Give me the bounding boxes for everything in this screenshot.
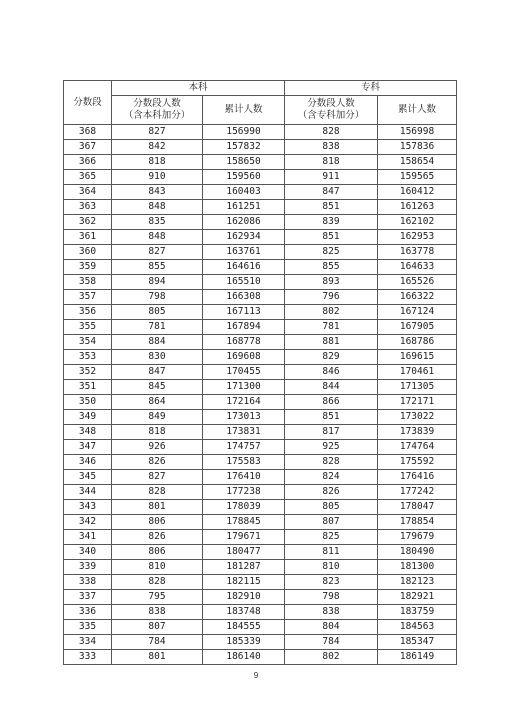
score-cell: 358 — [64, 275, 112, 290]
header-row-groups — [64, 81, 457, 96]
table-row — [64, 425, 457, 440]
vocational-count-cell: 866 — [285, 395, 378, 410]
vocational-cumulative-cell: 168786 — [378, 335, 457, 350]
undergraduate-count-cell: 827 — [112, 245, 203, 260]
undergraduate-cumulative-cell: 166308 — [203, 290, 285, 305]
undergraduate-cumulative-header: 累计人数 — [203, 96, 285, 125]
undergraduate-cumulative-cell: 174757 — [203, 440, 285, 455]
score-cell: 345 — [64, 470, 112, 485]
vocational-count-cell: 847 — [285, 185, 378, 200]
undergraduate-cumulative-cell: 180477 — [203, 545, 285, 560]
score-cell: 335 — [64, 620, 112, 635]
vocational-cumulative-cell: 172171 — [378, 395, 457, 410]
undergraduate-cumulative-cell: 163761 — [203, 245, 285, 260]
undergraduate-count-cell: 884 — [112, 335, 203, 350]
undergraduate-cumulative-cell: 165510 — [203, 275, 285, 290]
undergraduate-cumulative-cell: 182910 — [203, 590, 285, 605]
undergraduate-count-cell: 838 — [112, 605, 203, 620]
table-row — [64, 470, 457, 485]
vocational-cumulative-cell: 184563 — [378, 620, 457, 635]
table-row — [64, 245, 457, 260]
score-cell: 362 — [64, 215, 112, 230]
table-row — [64, 530, 457, 545]
vocational-count-cell: 851 — [285, 230, 378, 245]
vocational-cumulative-cell: 167905 — [378, 320, 457, 335]
vocational-count-cell: 911 — [285, 170, 378, 185]
table-row — [64, 125, 457, 140]
table-row — [64, 650, 457, 665]
undergraduate-count-cell: 828 — [112, 485, 203, 500]
undergraduate-count-cell: 805 — [112, 305, 203, 320]
undergraduate-cumulative-cell: 169608 — [203, 350, 285, 365]
undergraduate-cumulative-cell: 161251 — [203, 200, 285, 215]
vocational-cumulative-cell: 182921 — [378, 590, 457, 605]
score-cell: 341 — [64, 530, 112, 545]
undergraduate-count-cell: 806 — [112, 545, 203, 560]
table-row — [64, 560, 457, 575]
vocational-cumulative-cell: 175592 — [378, 455, 457, 470]
vocational-cumulative-cell: 161263 — [378, 200, 457, 215]
undergraduate-group-header: 本科 — [112, 81, 285, 96]
vocational-cumulative-cell: 183759 — [378, 605, 457, 620]
vocational-cumulative-cell: 164633 — [378, 260, 457, 275]
undergraduate-cumulative-cell: 186140 — [203, 650, 285, 665]
undergraduate-cumulative-cell: 162934 — [203, 230, 285, 245]
table-row — [64, 305, 457, 320]
undergraduate-cumulative-cell: 170455 — [203, 365, 285, 380]
undergraduate-cumulative-cell: 162086 — [203, 215, 285, 230]
undergraduate-cumulative-cell: 167113 — [203, 305, 285, 320]
vocational-cumulative-cell: 177242 — [378, 485, 457, 500]
vocational-cumulative-cell: 166322 — [378, 290, 457, 305]
vocational-cumulative-cell: 170461 — [378, 365, 457, 380]
score-cell: 366 — [64, 155, 112, 170]
table-row — [64, 410, 457, 425]
score-cell: 351 — [64, 380, 112, 395]
vocational-count-cell: 805 — [285, 500, 378, 515]
vocational-cumulative-cell: 174764 — [378, 440, 457, 455]
vocational-count-cell: 810 — [285, 560, 378, 575]
vocational-count-cell: 844 — [285, 380, 378, 395]
undergraduate-count-cell: 798 — [112, 290, 203, 305]
score-cell: 348 — [64, 425, 112, 440]
vocational-count-cell: 838 — [285, 140, 378, 155]
score-cell: 364 — [64, 185, 112, 200]
undergraduate-cumulative-cell: 181287 — [203, 560, 285, 575]
score-cell: 340 — [64, 545, 112, 560]
vocational-count-cell: 804 — [285, 620, 378, 635]
score-cell: 337 — [64, 590, 112, 605]
undergraduate-count-cell: 864 — [112, 395, 203, 410]
vocational-cumulative-cell: 169615 — [378, 350, 457, 365]
table-row — [64, 335, 457, 350]
undergraduate-cumulative-cell: 179671 — [203, 530, 285, 545]
vocational-cumulative-cell: 179679 — [378, 530, 457, 545]
table-row — [64, 485, 457, 500]
undergraduate-count-cell: 848 — [112, 200, 203, 215]
table-row — [64, 635, 457, 650]
undergraduate-cumulative-cell: 157832 — [203, 140, 285, 155]
score-cell: 339 — [64, 560, 112, 575]
undergraduate-count-cell: 842 — [112, 140, 203, 155]
table-row — [64, 200, 457, 215]
vocational-count-cell: 825 — [285, 530, 378, 545]
undergraduate-cumulative-cell: 173013 — [203, 410, 285, 425]
undergraduate-count-header — [112, 96, 203, 125]
vocational-count-cell: 829 — [285, 350, 378, 365]
undergraduate-count-cell: 855 — [112, 260, 203, 275]
score-cell: 367 — [64, 140, 112, 155]
undergraduate-cumulative-cell: 177238 — [203, 485, 285, 500]
undergraduate-cumulative-cell: 175583 — [203, 455, 285, 470]
vocational-cumulative-cell: 186149 — [378, 650, 457, 665]
score-cell: 353 — [64, 350, 112, 365]
undergraduate-count-cell: 801 — [112, 500, 203, 515]
score-cell: 354 — [64, 335, 112, 350]
undergraduate-count-cell: 848 — [112, 230, 203, 245]
table-row — [64, 275, 457, 290]
vocational-count-cell: 851 — [285, 200, 378, 215]
undergraduate-count-cell: 830 — [112, 350, 203, 365]
table-row — [64, 365, 457, 380]
undergraduate-cumulative-cell: 168778 — [203, 335, 285, 350]
undergraduate-cumulative-cell: 159560 — [203, 170, 285, 185]
table-row — [64, 395, 457, 410]
undergraduate-count-cell: 801 — [112, 650, 203, 665]
vocational-cumulative-cell: 158654 — [378, 155, 457, 170]
table-row — [64, 185, 457, 200]
undergraduate-cumulative-cell: 160403 — [203, 185, 285, 200]
vocational-count-cell: 798 — [285, 590, 378, 605]
table-row — [64, 590, 457, 605]
undergraduate-cumulative-cell: 171300 — [203, 380, 285, 395]
undergraduate-count-cell: 806 — [112, 515, 203, 530]
table-row — [64, 380, 457, 395]
undergraduate-count-cell: 828 — [112, 575, 203, 590]
undergraduate-count-cell: 847 — [112, 365, 203, 380]
vocational-count-header — [285, 96, 378, 125]
vocational-count-label: 分数段人数 — [307, 98, 355, 109]
score-cell: 333 — [64, 650, 112, 665]
vocational-count-cell: 838 — [285, 605, 378, 620]
score-cell: 334 — [64, 635, 112, 650]
table-row — [64, 320, 457, 335]
undergraduate-cumulative-cell: 183748 — [203, 605, 285, 620]
table-row — [64, 140, 457, 155]
table-row — [64, 260, 457, 275]
vocational-cumulative-cell: 173839 — [378, 425, 457, 440]
vocational-cumulative-cell: 160412 — [378, 185, 457, 200]
vocational-count-cell: 826 — [285, 485, 378, 500]
vocational-count-cell: 796 — [285, 290, 378, 305]
undergraduate-count-cell: 810 — [112, 560, 203, 575]
vocational-cumulative-cell: 182123 — [378, 575, 457, 590]
table-row — [64, 515, 457, 530]
undergraduate-count-cell: 835 — [112, 215, 203, 230]
undergraduate-count-note: （含本科加分） — [123, 110, 191, 121]
undergraduate-count-cell: 827 — [112, 125, 203, 140]
score-cell: 349 — [64, 410, 112, 425]
vocational-count-cell: 828 — [285, 455, 378, 470]
undergraduate-cumulative-cell: 185339 — [203, 635, 285, 650]
vocational-count-cell: 781 — [285, 320, 378, 335]
score-cell: 336 — [64, 605, 112, 620]
score-cell: 338 — [64, 575, 112, 590]
undergraduate-count-cell: 926 — [112, 440, 203, 455]
header-row-columns — [64, 96, 457, 125]
score-cell: 359 — [64, 260, 112, 275]
undergraduate-count-cell: 818 — [112, 425, 203, 440]
vocational-cumulative-cell: 178854 — [378, 515, 457, 530]
undergraduate-count-cell: 781 — [112, 320, 203, 335]
table-body — [64, 125, 457, 665]
vocational-count-cell: 824 — [285, 470, 378, 485]
undergraduate-count-cell: 827 — [112, 470, 203, 485]
vocational-count-cell: 802 — [285, 305, 378, 320]
score-cell: 344 — [64, 485, 112, 500]
table-row — [64, 440, 457, 455]
undergraduate-cumulative-cell: 172164 — [203, 395, 285, 410]
table-row — [64, 170, 457, 185]
undergraduate-count-cell: 849 — [112, 410, 203, 425]
vocational-group-header: 专科 — [285, 81, 457, 96]
vocational-count-cell: 818 — [285, 155, 378, 170]
score-cell: 363 — [64, 200, 112, 215]
undergraduate-cumulative-cell: 176410 — [203, 470, 285, 485]
undergraduate-cumulative-cell: 164616 — [203, 260, 285, 275]
table-row — [64, 455, 457, 470]
score-cell: 342 — [64, 515, 112, 530]
vocational-cumulative-cell: 181300 — [378, 560, 457, 575]
vocational-cumulative-cell: 165526 — [378, 275, 457, 290]
vocational-count-cell: 802 — [285, 650, 378, 665]
score-cell: 357 — [64, 290, 112, 305]
vocational-cumulative-cell: 180490 — [378, 545, 457, 560]
vocational-count-cell: 925 — [285, 440, 378, 455]
undergraduate-count-cell: 784 — [112, 635, 203, 650]
score-cell: 350 — [64, 395, 112, 410]
score-cell: 343 — [64, 500, 112, 515]
score-cell: 360 — [64, 245, 112, 260]
table-header — [64, 81, 457, 125]
page-number: 9 — [253, 671, 259, 680]
vocational-count-cell: 784 — [285, 635, 378, 650]
score-cell: 346 — [64, 455, 112, 470]
undergraduate-cumulative-cell: 178039 — [203, 500, 285, 515]
vocational-count-cell: 825 — [285, 245, 378, 260]
undergraduate-cumulative-cell: 158650 — [203, 155, 285, 170]
undergraduate-count-cell: 826 — [112, 455, 203, 470]
vocational-cumulative-cell: 176416 — [378, 470, 457, 485]
undergraduate-cumulative-cell: 182115 — [203, 575, 285, 590]
undergraduate-cumulative-cell: 156990 — [203, 125, 285, 140]
vocational-count-cell: 807 — [285, 515, 378, 530]
vocational-cumulative-cell: 167124 — [378, 305, 457, 320]
undergraduate-cumulative-cell: 184555 — [203, 620, 285, 635]
vocational-cumulative-cell: 173022 — [378, 410, 457, 425]
table-row — [64, 545, 457, 560]
score-cell: 355 — [64, 320, 112, 335]
score-table-container — [63, 80, 456, 665]
vocational-cumulative-cell: 157836 — [378, 140, 457, 155]
vocational-count-cell: 811 — [285, 545, 378, 560]
score-cell: 356 — [64, 305, 112, 320]
undergraduate-cumulative-cell: 173831 — [203, 425, 285, 440]
table-row — [64, 575, 457, 590]
vocational-count-cell: 817 — [285, 425, 378, 440]
table-row — [64, 500, 457, 515]
undergraduate-count-cell: 910 — [112, 170, 203, 185]
vocational-count-cell: 839 — [285, 215, 378, 230]
vocational-count-cell: 893 — [285, 275, 378, 290]
undergraduate-count-cell: 845 — [112, 380, 203, 395]
vocational-cumulative-cell: 171305 — [378, 380, 457, 395]
vocational-count-cell: 851 — [285, 410, 378, 425]
table-row — [64, 605, 457, 620]
undergraduate-cumulative-cell: 167894 — [203, 320, 285, 335]
vocational-cumulative-cell: 163778 — [378, 245, 457, 260]
undergraduate-count-cell: 795 — [112, 590, 203, 605]
undergraduate-count-cell: 843 — [112, 185, 203, 200]
vocational-cumulative-cell: 185347 — [378, 635, 457, 650]
score-column-header: 分数段 — [64, 81, 112, 125]
vocational-count-cell: 855 — [285, 260, 378, 275]
undergraduate-count-cell: 807 — [112, 620, 203, 635]
table-row — [64, 290, 457, 305]
undergraduate-cumulative-cell: 178845 — [203, 515, 285, 530]
table-row — [64, 230, 457, 245]
score-cell: 347 — [64, 440, 112, 455]
vocational-count-note: （含专科加分） — [297, 110, 365, 121]
vocational-count-cell: 846 — [285, 365, 378, 380]
score-cell: 361 — [64, 230, 112, 245]
vocational-count-cell: 881 — [285, 335, 378, 350]
undergraduate-count-cell: 894 — [112, 275, 203, 290]
table-row — [64, 155, 457, 170]
vocational-cumulative-cell: 159565 — [378, 170, 457, 185]
table-row — [64, 215, 457, 230]
vocational-count-cell: 828 — [285, 125, 378, 140]
vocational-cumulative-cell: 178047 — [378, 500, 457, 515]
undergraduate-count-label: 分数段人数 — [133, 98, 181, 109]
vocational-cumulative-cell: 162953 — [378, 230, 457, 245]
vocational-cumulative-cell: 156998 — [378, 125, 457, 140]
undergraduate-count-cell: 826 — [112, 530, 203, 545]
vocational-cumulative-header: 累计人数 — [378, 96, 457, 125]
vocational-count-cell: 823 — [285, 575, 378, 590]
table-row — [64, 350, 457, 365]
score-distribution-table — [63, 80, 457, 665]
score-cell: 368 — [64, 125, 112, 140]
table-row — [64, 620, 457, 635]
score-cell: 352 — [64, 365, 112, 380]
score-cell: 365 — [64, 170, 112, 185]
undergraduate-count-cell: 818 — [112, 155, 203, 170]
vocational-cumulative-cell: 162102 — [378, 215, 457, 230]
